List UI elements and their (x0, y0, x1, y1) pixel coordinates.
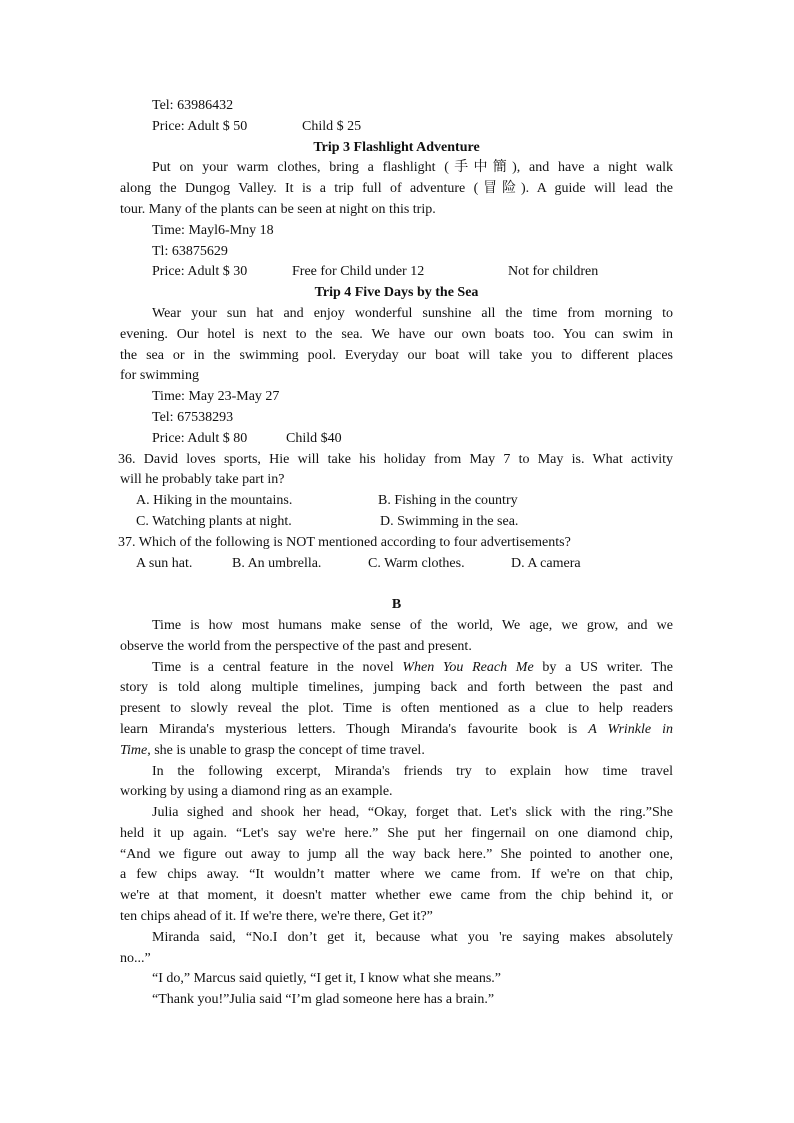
b-p4-line-3: “And we figure out away to jump all the way back here.” She pointed to another one, (120, 846, 673, 862)
trip4-tel: Tel: 67538293 (152, 409, 234, 425)
trip3-line-1: Put on your warm clothes, bring a flashlight (手中簡), and have a night walk (152, 160, 673, 176)
trip3-price-note: Not for children (508, 264, 599, 280)
b-p7: “Thank you!”Julia said “I’m glad someone here has a brain.” (152, 992, 495, 1008)
novel-title: When You Reach Me (402, 659, 534, 675)
b-p4-line-6: ten chips ahead of it. If we're there, we're there, Get it?” (120, 909, 433, 925)
book-title-part-1: A Wrinkle in (588, 721, 673, 737)
b-p1-line-2: observe the world from the perspective of the past and present. (120, 638, 472, 654)
section-gap (120, 574, 673, 595)
b-p4-line-4: a few chips away. “It wouldn’t matter where we came from. If we're on that chip, (120, 867, 673, 883)
q36-options-row-1 (120, 491, 673, 512)
trip4-line-1: Wear your sun hat and enjoy wonderful sunshine all the time from morning to (152, 305, 673, 321)
trip4-line-3: the sea or in the swimming pool. Everyday our boat will take you to different places (120, 347, 673, 363)
b-p2-line-1-text-a: Time is a central feature in the novel (152, 659, 403, 675)
trip4-time: Time: May 23-May 27 (152, 389, 280, 405)
b-p2-line-5-text: , she is unable to grasp the concept of time travel. (147, 742, 425, 758)
trip3-tel: Tl: 63875629 (152, 243, 228, 259)
trip4-line-2: evening. Our hotel is next to the sea. We have our own boats too. You can swim in (120, 326, 673, 342)
trip3-price-child: Free for Child under 12 (292, 264, 425, 280)
q36-option-d: D. Swimming in the sea. (380, 513, 519, 529)
q37-option-b: B. An umbrella. (232, 555, 322, 571)
trip3-title: Trip 3 Flashlight Adventure (313, 139, 480, 155)
q36-options-row-2 (120, 512, 673, 533)
trip4-line-4: for swimming (120, 368, 199, 384)
q36-stem-line-2: will he probably take part in? (120, 472, 285, 488)
q37-option-a: A sun hat. (136, 555, 193, 571)
trip4-title: Trip 4 Five Days by the Sea (314, 285, 479, 301)
q36-stem-line-1: 36. David loves sports, Hie will take his holiday from May 7 to May is. What activity (118, 451, 673, 467)
trip4-price-row (120, 429, 673, 450)
trip2-price-child: Child $ 25 (302, 118, 362, 134)
b-p3-line-1: In the following excerpt, Miranda's friends try to explain how time travel (152, 763, 673, 779)
section-b-heading: B (391, 597, 402, 613)
b-p5-line-2: no...” (120, 950, 151, 966)
b-p2-line-5 (120, 741, 673, 762)
book-title-part-2: Time (120, 742, 148, 758)
q37-options-row (120, 554, 673, 575)
b-p2-line-2: story is told along multiple timelines, jumping back and forth between the past and (120, 680, 673, 696)
q36-option-b: B. Fishing in the country (378, 493, 518, 509)
trip3-line-2: along the Dungog Valley. It is a trip full of adventure (冒险). A guide will lead the (120, 181, 673, 197)
b-p4-line-1: Julia sighed and shook her head, “Okay, forget that. Let's slick with the ring.”She (152, 805, 673, 821)
b-p2-line-4-text: learn Miranda's mysterious letters. Though Miranda's favourite book is (120, 721, 589, 737)
q37-option-c: C. Warm clothes. (368, 555, 465, 571)
q36-option-a: A. Hiking in the mountains. (136, 493, 293, 509)
q36-option-c: C. Watching plants at night. (136, 513, 292, 529)
b-p5-line-1: Miranda said, “No.I don’t get it, because what you 're saying makes absolutely (152, 929, 673, 945)
trip4-price-adult: Price: Adult $ 80 (152, 430, 248, 446)
b-p6: “I do,” Marcus said quietly, “I get it, I know what she means.” (152, 971, 501, 987)
trip3-time: Time: Mayl6-Mny 18 (152, 222, 274, 238)
trip2-price-row (120, 117, 673, 138)
q37-stem: 37. Which of the following is NOT mentioned according to four advertisements? (118, 534, 571, 550)
trip3-line-3: tour. Many of the plants can be seen at night on this trip. (120, 201, 436, 217)
b-p3-line-2: working by using a diamond ring as an example. (120, 784, 393, 800)
b-p2-line-1-text-b: by a US writer. The (533, 659, 673, 675)
trip3-price-adult: Price: Adult $ 30 (152, 264, 248, 280)
trip2-price-adult: Price: Adult $ 50 (152, 118, 248, 134)
q37-option-d: D. A camera (511, 555, 581, 571)
b-p1-line-1: Time is how most humans make sense of the world, We age, we grow, and we (152, 617, 673, 633)
document-page (120, 96, 673, 1011)
b-p4-line-2: held it up again. “Let's say we're here.” She put her fingernail on one diamond chip, (120, 825, 673, 841)
b-p2-line-1 (120, 658, 673, 679)
b-p4-line-5: we're at that moment, it doesn't matter whether ewe came from the chip behind it, or (120, 888, 673, 904)
b-p2-line-3: present to slowly reveal the plot. Time is often mentioned as a clue to help readers (120, 701, 673, 717)
trip2-tel: Tel: 63986432 (152, 98, 234, 113)
b-p2-line-4 (120, 720, 673, 741)
trip3-price-row (120, 262, 673, 283)
trip4-price-child: Child $40 (286, 430, 342, 446)
